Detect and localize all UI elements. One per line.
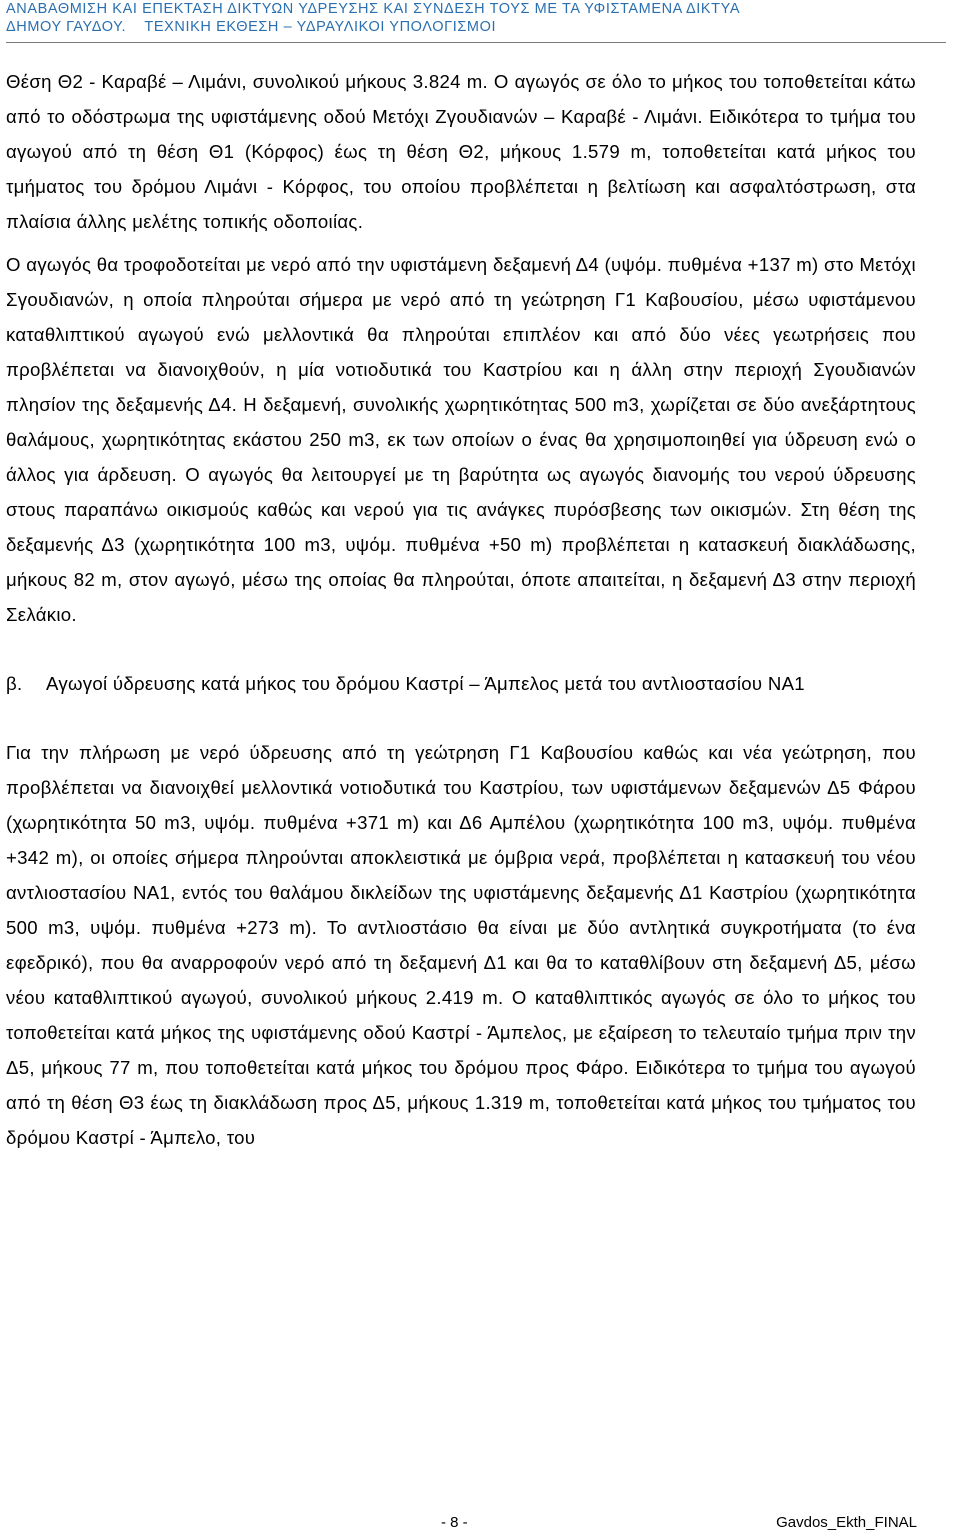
- body-paragraph: Ο αγωγός θα τροφοδοτείται με νερό από την υφιστάμενη δεξαμενή Δ4 (υψόμ. πυθμένα +137 m) στο Μετόχι Σγουδιανών, η οποία πληρούται σήμερα με νερό από τη γεώτρηση Γ1 Καβουσίου, μέσω υφιστάμενου καταθλιπτικού αγωγού ενώ μελλοντικά θα πληρούται επιπλέον και από δύο νέες γεωτρήσεις που προβλέπεται να διανοιχθούν, η μία νοτιοδυτικά του Καστρίου και η άλλη στην περιοχή Σγουδιανών πλησίον της δεξαμενής Δ4. Η δεξαμενή, συνολικής χωρητικότητας 500 m3, χωρίζεται σε δύο ανεξάρτητους θαλάμους, χωρητικότητας εκάστου 250 m3, εκ των οποίων ο ένας θα χρησιμοποιηθεί για ύδρευση ενώ ο άλλος για άρδευση. Ο αγωγός θα λειτουργεί με τη βαρύτητα ως αγωγός διανομής του νερού ύδρευσης στους παραπάνω οικισμούς καθώς και νερού για τις ανάγκες πυρόσβεσης των οικισμών. Στη θέση της δεξαμενής Δ3 (χωρητικότητα 100 m3, υψόμ. πυθμένα +50 m) προβλέπεται η κατασκευή διακλάδωσης, μήκους 82 m, στον αγωγό, μέσω της οποίας θα πληρούται, όποτε απαιτείται, η δεξαμενή Δ3 στην περιοχή Σελάκιο.: [6, 254, 916, 625]
- document-code: Gavdos_Ekth_FINAL: [776, 1514, 917, 1531]
- header-title-line-2: ΔΗΜΟΥ ΓΑΥΔΟΥ. ΤΕΧΝΙΚΗ ΕΚΘΕΣΗ – ΥΔΡΑΥΛΙΚΟΙ ΥΠΟΛΟΓΙΣΜΟΙ: [6, 19, 497, 35]
- header-divider: [6, 42, 946, 43]
- header-title-line-1: ΑΝΑΒΑΘΜΙΣΗ ΚΑΙ ΕΠΕΚΤΑΣΗ ΔΙΚΤΥΩΝ ΥΔΡΕΥΣΗΣ ΚΑΙ ΣΥΝΔΕΣΗ ΤΟΥΣ ΜΕ ΤΑ ΥΦΙΣΤΑΜΕΝΑ ΔΙΚΤΥΑ: [6, 1, 741, 17]
- section-title: Αγωγοί ύδρευσης κατά μήκος του δρόμου Καστρί – Άμπελος μετά του αντλιοστασίου ΝΑ1: [46, 673, 805, 694]
- document-body: [6, 64, 916, 1155]
- body-paragraph: Για την πλήρωση με νερό ύδρευσης από τη γεώτρηση Γ1 Καβουσίου καθώς και νέα γεώτρηση, που προβλέπεται να διανοιχθεί μελλοντικά νοτιοδυτικά του Καστρίου, των υφιστάμενων δεξαμενών Δ5 Φάρου (χωρητικότητα 50 m3, υψόμ. πυθμένα +371 m) και Δ6 Αμπέλου (χωρητικότητα 100 m3, υψόμ. πυθμένα +342 m), οι οποίες σήμερα πληρούνται αποκλειστικά με όμβρια νερά, προβλέπεται η κατασκευή του νέου αντλιοστασίου ΝΑ1, εντός του θαλάμου δικλείδων της υφιστάμενης δεξαμενής Δ1 Καστρίου (χωρητικότητα 500 m3, υψόμ. πυθμένα +273 m). Το αντλιοστάσιο θα είναι με δύο αντλητικά συγκροτήματα (το ένα εφεδρικό), που θα αναρροφούν νερό από τη δεξαμενή Δ1 και θα το καταθλίβουν στη δεξαμενή Δ5, μέσω νέου καταθλιπτικού αγωγού, συνολικού μήκους 2.419 m. Ο καταθλιπτικός αγωγός σε όλο το μήκος του τοποθετείται κατά μήκος της υφιστάμενης οδού Καστρί - Άμπελος, με εξαίρεση το τελευταίο τμήμα πριν την Δ5, μήκους 77 m, που τοποθετείται κατά μήκος του δρόμου προς Φάρο. Ειδικότερα το τμήμα του αγωγού από τη θέση Θ3 έως τη διακλάδωση προς Δ5, μήκους 1.319 m, τοποθετείται κατά μήκος του τμήματος του δρόμου Καστρί - Άμπελο, του: [6, 742, 916, 1148]
- page-footer: [0, 1511, 960, 1535]
- body-paragraph: Θέση Θ2 - Καραβέ – Λιμάνι, συνολικού μήκους 3.824 m. Ο αγωγός σε όλο το μήκος του τοποθετείται κάτω από το οδόστρωμα της υφιστάμενης οδού Μετόχι Ζγουδιανών – Καραβέ - Λιμάνι. Ειδικότερα το τμήμα του αγωγού από τη θέση Θ1 (Κόρφος) έως τη θέση Θ2, μήκους 1.579 m, τοποθετείται κατά μήκος του τμήματος του δρόμου Λιμάνι - Κόρφος, του οποίου προβλέπεται η βελτίωση και ασφαλτόστρωση, στα πλαίσια άλλης μελέτης τοπικής οδοποιίας.: [6, 71, 916, 232]
- section-heading: [6, 666, 916, 701]
- running-header: [6, 0, 946, 36]
- page-number: - 8 -: [441, 1514, 468, 1531]
- section-letter: β.: [6, 673, 23, 694]
